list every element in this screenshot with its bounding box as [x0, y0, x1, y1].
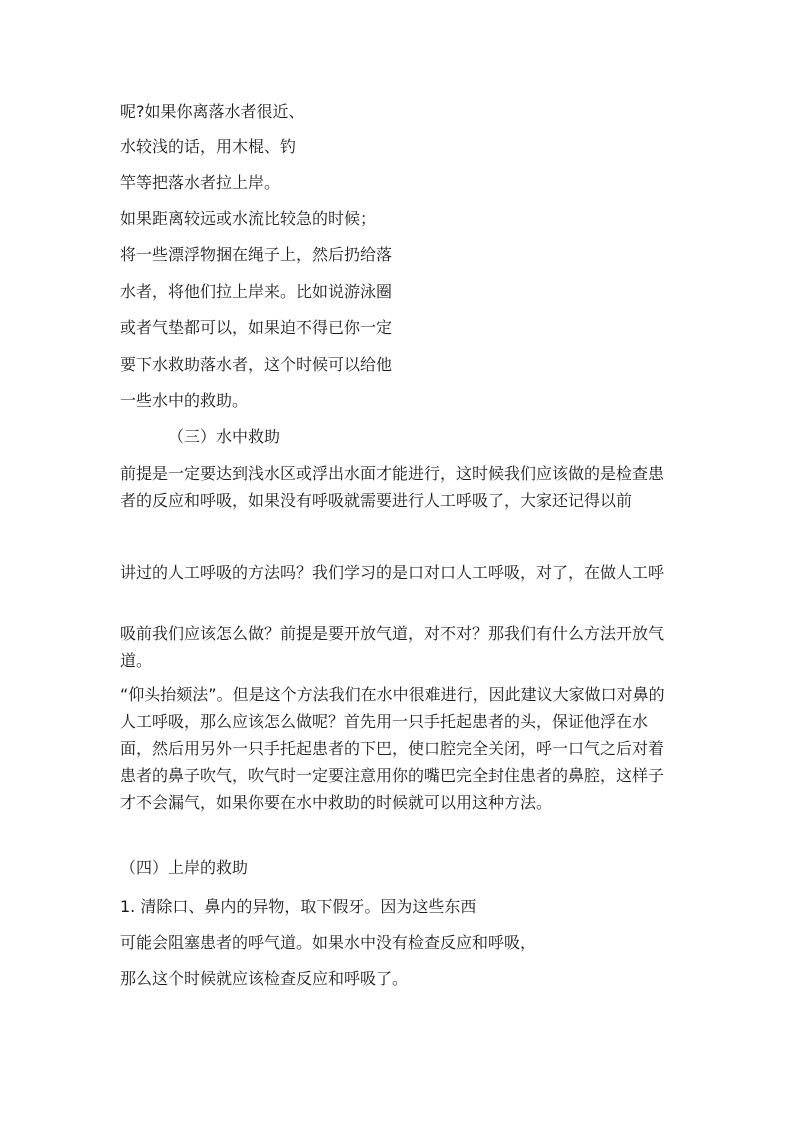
text-line: 水较浅的话，用木棍、钓: [120, 137, 297, 156]
text-line: 那么这个时候就应该检查反应和呼吸了。: [120, 969, 409, 988]
text-line: 1. 清除口、鼻内的异物，取下假牙。因为这些东西: [120, 897, 477, 916]
text-line: 如果距离较远或水流比较急的时候；: [120, 209, 377, 228]
text-line: 水者，将他们拉上岸来。比如说游泳圈: [120, 282, 393, 301]
paragraph: 讲过的人工呼吸的方法吗？我们学习的是口对口人工呼吸，对了，在做人工呼: [120, 563, 665, 582]
section-heading: （四）上岸的救助: [120, 858, 249, 877]
paragraph: 吸前我们应该怎么做？前提是要开放气道，对不对？那我们有什么方法开放气道。: [120, 624, 665, 670]
text-line: 一些水中的救助。: [120, 391, 249, 410]
paragraph: “仰头抬颏法”。但是这个方法我们在水中很难进行，因此建议大家做口对鼻的人工呼吸，那么应该怎么做呢？首先用一只手托起患者的头，保证他浮在水面，然后用另外一只手托起患者的下巴，使口腔完全关闭，呼一口气之后对着患者的鼻子吹气，吹气时一定要注意用你的嘴巴完全封住患者的鼻腔，这样子才不会漏气，如果你要在水中救助的时候就可以用这种方法。: [120, 685, 665, 812]
paragraph: 前提是一定要达到浅水区或浮出水面才能进行，这时候我们应该做的是检查患者的反应和呼吸，如果没有呼吸就需要进行人工呼吸了，大家还记得以前: [120, 464, 665, 510]
text-line: 将一些漂浮物捆在绳子上，然后扔给落: [120, 245, 393, 264]
text-line: 或者气垫都可以，如果迫不得已你一定: [120, 318, 393, 337]
text-line: 可能会阻塞患者的呼气道。如果水中没有检查反应和呼吸，: [120, 933, 537, 952]
section-heading: （三）水中救助: [168, 427, 281, 446]
text-line: 要下水救助落水者，这个时候可以给他: [120, 355, 393, 374]
text-line: 竿等把落水者拉上岸。: [120, 173, 281, 192]
text-line: 呢?如果你离落水者很近、: [120, 102, 305, 121]
